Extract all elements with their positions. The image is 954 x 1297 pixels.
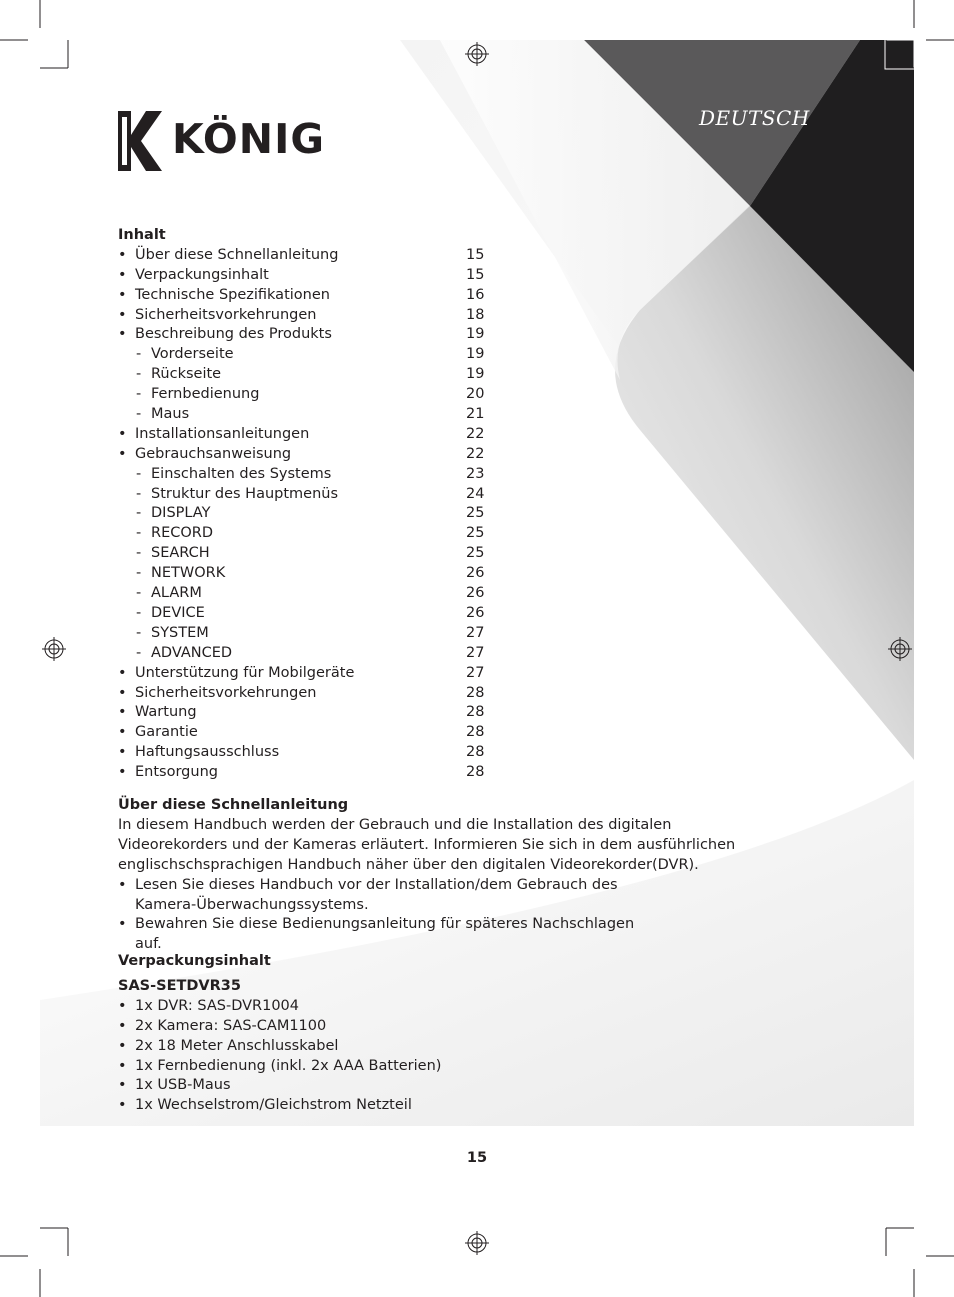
toc-item-page: 27 [466, 644, 485, 661]
toc-item-page: 28 [466, 764, 485, 781]
bullet-icon: • [118, 704, 127, 721]
bullet-icon: • [118, 764, 127, 781]
toc-item [118, 763, 498, 783]
toc-item-label: SYSTEM [151, 624, 209, 641]
toc-item-label: Entsorgung [135, 764, 218, 781]
toc-item [118, 564, 498, 584]
toc-item-label: Beschreibung des Produkts [135, 326, 332, 343]
toc-item-label: Über diese Schnellanleitung [135, 246, 339, 263]
toc-item-page: 27 [466, 664, 485, 681]
toc-item-page: 21 [466, 406, 485, 423]
bullet-icon: • [118, 997, 127, 1014]
toc-list [118, 246, 498, 783]
toc-item [118, 703, 498, 723]
toc-item [118, 266, 498, 286]
toc-item-page: 28 [466, 684, 485, 701]
dash-icon: - [136, 465, 142, 482]
toc-item [118, 385, 498, 405]
list-item: • Bewahren Sie diese Bedienungsanleitung für späteres Nachschlagen auf. [118, 916, 635, 953]
toc-item-label: Rückseite [151, 366, 222, 383]
dash-icon: - [136, 624, 142, 641]
bullet-icon: • [118, 664, 127, 681]
section-about-bullets [118, 876, 658, 956]
bullet-icon: • [118, 876, 127, 893]
toc-item-label: RECORD [151, 525, 214, 542]
toc-item-label: ALARM [151, 585, 202, 602]
toc-item [118, 743, 498, 763]
toc-item [118, 684, 498, 704]
list-item: • 1x Wechselstrom/Gleichstrom Netzteil [118, 1096, 778, 1116]
toc-item-label: SEARCH [151, 545, 210, 562]
toc-item [118, 465, 498, 485]
bullet-icon: • [118, 425, 127, 442]
toc-item-page: 23 [466, 465, 485, 482]
toc-item [118, 286, 498, 306]
section-package-bullets [118, 997, 778, 1116]
dash-icon: - [136, 604, 142, 621]
toc-item-page: 16 [466, 286, 485, 303]
toc-item-page: 19 [466, 366, 485, 383]
toc-item [118, 524, 498, 544]
dash-icon: - [136, 585, 142, 602]
toc-item-label: Verpackungsinhalt [135, 266, 269, 283]
list-item: • 2x Kamera: SAS-CAM1100 [118, 1017, 778, 1037]
toc-item-page: 19 [466, 326, 485, 343]
bullet-icon: • [118, 286, 127, 303]
toc-item [118, 445, 498, 465]
toc-item-page: 28 [466, 724, 485, 741]
list-item: • 1x Fernbedienung (inkl. 2x AAA Batterien) [118, 1057, 778, 1077]
bullet-icon: • [118, 445, 127, 462]
bullet-icon: • [118, 744, 127, 761]
toc-item [118, 584, 498, 604]
toc-item-label: Vorderseite [151, 346, 234, 363]
toc-item [118, 306, 498, 326]
bullet-icon: • [118, 1017, 127, 1034]
toc-item-page: 15 [466, 266, 485, 283]
bullet-icon: • [118, 326, 127, 343]
toc-item-page: 22 [466, 425, 485, 442]
section-package-title: Verpackungsinhalt [118, 953, 271, 969]
dash-icon: - [136, 565, 142, 582]
list-item: • 1x DVR: SAS-DVR1004 [118, 997, 778, 1017]
section-package-subtitle: SAS-SETDVR35 [118, 977, 241, 994]
dash-icon: - [136, 386, 142, 403]
toc-item-page: 19 [466, 346, 485, 363]
toc-item-page: 26 [466, 565, 485, 582]
konig-k-mark-icon [118, 111, 162, 171]
list-item: • 2x 18 Meter Anschlusskabel [118, 1037, 778, 1057]
toc-item-page: 20 [466, 386, 485, 403]
toc-item-label: Maus [151, 406, 190, 423]
language-label: DEUTSCH [699, 106, 810, 130]
toc-item-label: Unterstützung für Mobilgeräte [135, 664, 355, 681]
toc-item-page: 18 [466, 306, 485, 323]
toc-item-page: 27 [466, 624, 485, 641]
toc-item [118, 365, 498, 385]
list-item: • 1x USB-Maus [118, 1076, 778, 1096]
konig-logo [118, 111, 326, 175]
toc-item-label: Gebrauchsanweisung [135, 445, 292, 462]
toc-item-page: 24 [466, 485, 485, 502]
section-package [118, 952, 778, 1116]
toc-item-label: Sicherheitsvorkehrungen [135, 306, 317, 323]
toc-item [118, 723, 498, 743]
toc-item-page: 25 [466, 545, 485, 562]
toc-item-label: DEVICE [151, 604, 205, 621]
toc-item [118, 604, 498, 624]
bullet-icon: • [118, 724, 127, 741]
toc-item-label: Wartung [135, 704, 197, 721]
toc-title: Inhalt [118, 227, 166, 243]
toc-item-page: 25 [466, 505, 485, 522]
dash-icon: - [136, 525, 142, 542]
toc-item [118, 425, 498, 445]
dash-icon: - [136, 545, 142, 562]
bullet-icon: • [118, 1097, 127, 1114]
bullet-icon: • [118, 306, 127, 323]
section-about [118, 796, 778, 955]
table-of-contents [118, 226, 498, 783]
toc-item-page: 28 [466, 744, 485, 761]
toc-item-label: Fernbedienung [151, 386, 260, 403]
bullet-icon: • [118, 1077, 127, 1094]
toc-item-page: 25 [466, 525, 485, 542]
bullet-icon: • [118, 1037, 127, 1054]
toc-item-page: 26 [466, 604, 485, 621]
toc-item-page: 22 [466, 445, 485, 462]
toc-item [118, 405, 498, 425]
toc-item-label: Haftungsausschluss [135, 744, 280, 761]
toc-item [118, 544, 498, 564]
bullet-icon: • [118, 246, 127, 263]
section-about-title: Über diese Schnellanleitung [118, 797, 349, 813]
list-item: • Lesen Sie dieses Handbuch vor der Installation/dem Gebrauch des Kamera-Überwachungssystems. [118, 876, 618, 913]
dash-icon: - [136, 346, 142, 363]
toc-item-label: Sicherheitsvorkehrungen [135, 684, 317, 701]
dash-icon: - [136, 406, 142, 423]
toc-item [118, 246, 498, 266]
toc-item [118, 345, 498, 365]
toc-item-label: Einschalten des Systems [151, 465, 332, 482]
toc-item-label: ADVANCED [151, 644, 233, 661]
toc-item [118, 624, 498, 644]
toc-item-label: Installationsanleitungen [135, 425, 310, 442]
toc-item-page: 15 [466, 246, 485, 263]
toc-item [118, 325, 498, 345]
toc-item [118, 504, 498, 524]
toc-item-page: 28 [466, 704, 485, 721]
toc-item-label: Struktur des Hauptmenüs [151, 485, 339, 502]
toc-item-label: NETWORK [151, 565, 226, 582]
toc-item-label: Technische Spezifikationen [135, 286, 330, 303]
brand-name: KÖNIG [172, 115, 326, 163]
bullet-icon: • [118, 684, 127, 701]
toc-item [118, 644, 498, 664]
toc-item-label: DISPLAY [151, 505, 211, 522]
bullet-icon: • [118, 1057, 127, 1074]
bullet-icon: • [118, 916, 127, 933]
section-about-paragraph: In diesem Handbuch werden der Gebrauch und die Installation des digitalen Videorekorders und der Kameras erläutert. Informieren Sie sich in dem ausführlichen englischschsprachigen Handbuch näher über den digitalen Videorekorder(DVR). [118, 816, 736, 873]
toc-item-label: Garantie [135, 724, 198, 741]
dash-icon: - [136, 366, 142, 383]
toc-item-page: 26 [466, 585, 485, 602]
bullet-icon: • [118, 266, 127, 283]
toc-item [118, 664, 498, 684]
dash-icon: - [136, 505, 142, 522]
dash-icon: - [136, 644, 142, 661]
page-number: 15 [466, 1150, 488, 1166]
toc-item [118, 485, 498, 505]
dash-icon: - [136, 485, 142, 502]
